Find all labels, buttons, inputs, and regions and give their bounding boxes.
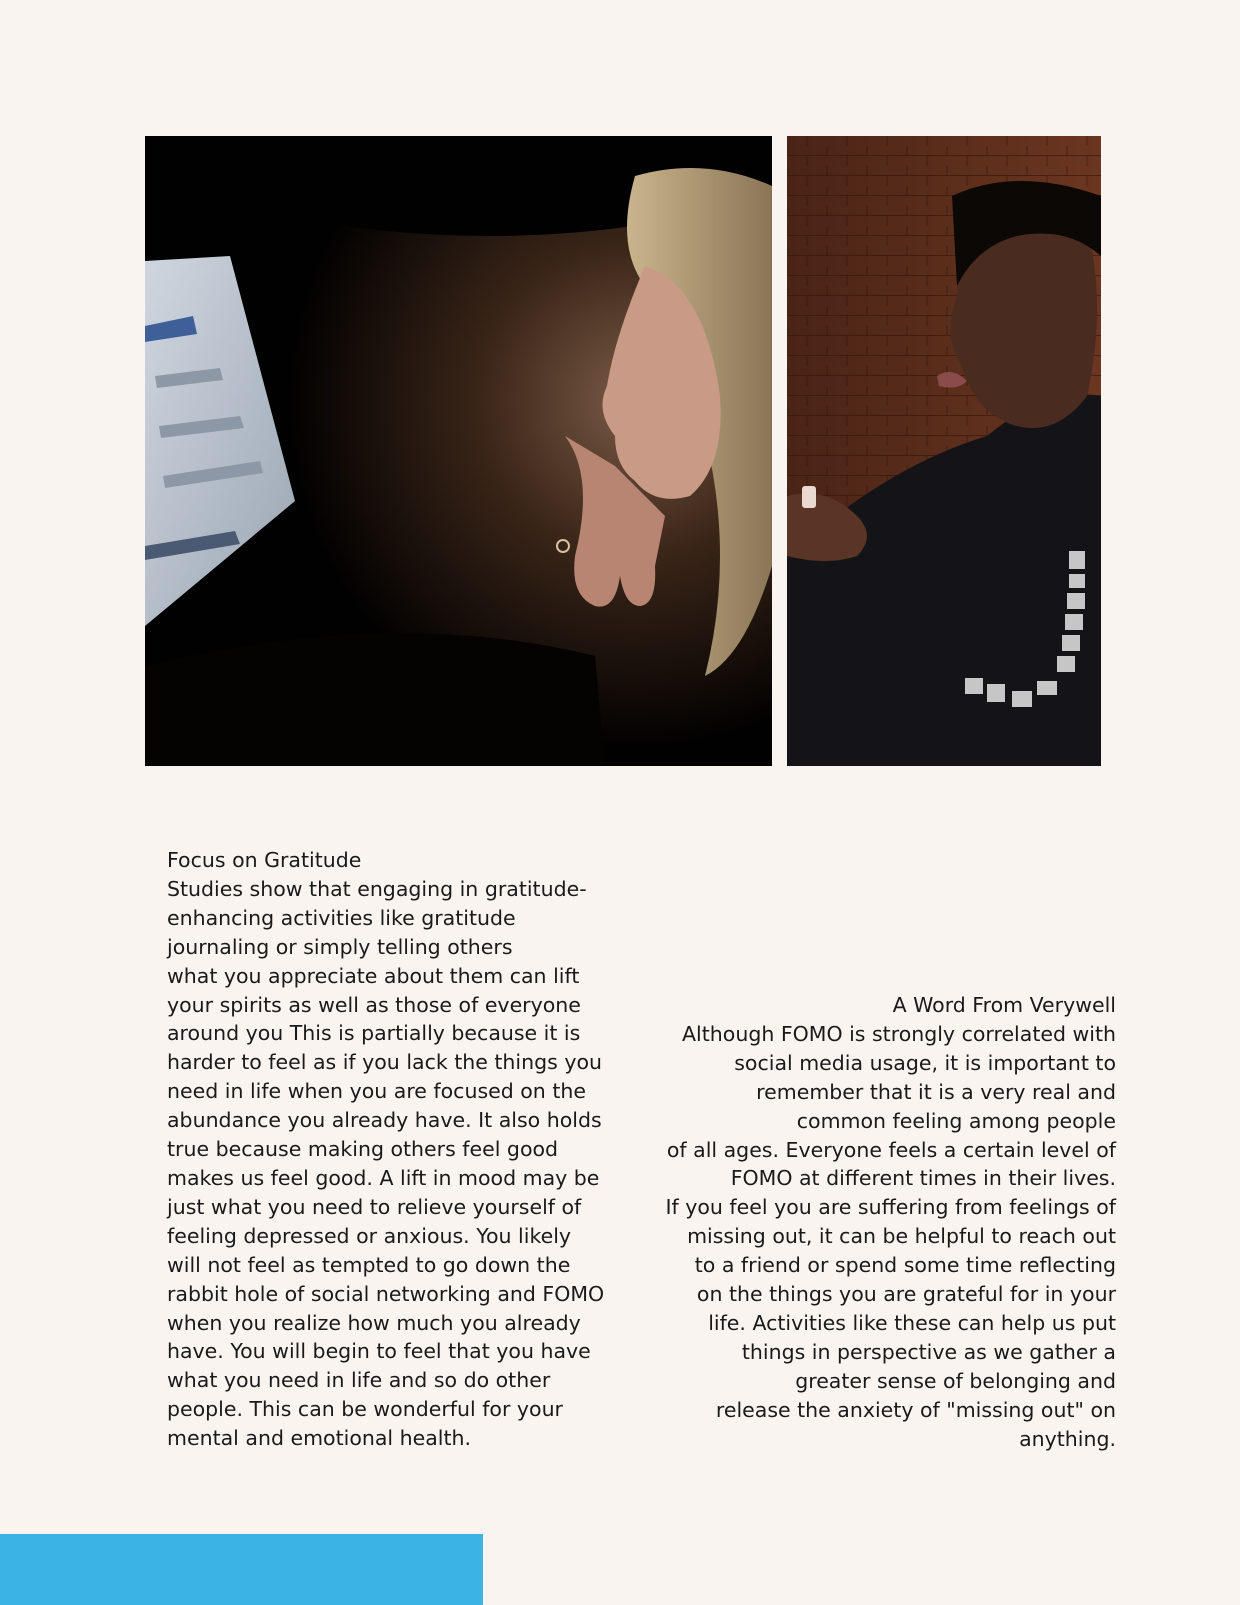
paragraph-line: will not feel as tempted to go down the: [167, 1252, 571, 1277]
paragraph-line: greater sense of belonging and: [795, 1368, 1116, 1393]
paragraph-line: remember that it is a very real and: [756, 1079, 1116, 1104]
paragraph-line: when you realize how much you already: [167, 1310, 581, 1335]
verywell-section: [665, 991, 1116, 1454]
paragraph-line: If you feel you are suffering from feelings of: [665, 1195, 1116, 1220]
paragraph-line: things in perspective as we gather a: [741, 1339, 1116, 1364]
paragraph-line: anything.: [1019, 1426, 1116, 1451]
paragraph-line: on the things you are grateful for in your: [696, 1282, 1116, 1307]
paragraph-line: mental and emotional health.: [167, 1426, 472, 1451]
paragraph-line: abundance you already have. It also holds: [167, 1108, 602, 1133]
paragraph-line: Studies show that engaging in gratitude-: [167, 876, 587, 901]
paragraph-line: true because making others feel good: [167, 1137, 559, 1162]
paragraph-line: release the anxiety of "missing out" on: [715, 1397, 1116, 1422]
gratitude-section: [167, 846, 604, 1453]
man-phone-photo: [787, 136, 1101, 766]
paragraph-line: need in life when you are focused on the: [167, 1079, 586, 1104]
paragraph-line: around you This is partially because it is: [167, 1021, 581, 1046]
paragraph-line: FOMO at different times in their lives.: [730, 1166, 1116, 1191]
paragraph-line: rabbit hole of social networking and FOMO: [167, 1281, 605, 1306]
paragraph-line: feeling depressed or anxious. You likely: [167, 1223, 572, 1248]
paragraph-line: life. Activities like these can help us put: [708, 1310, 1116, 1335]
paragraph-line: social media usage, it is important to: [734, 1050, 1116, 1075]
paragraph-line: your spirits as well as those of everyone: [167, 992, 581, 1017]
woman-laptop-photo: [145, 136, 772, 766]
paragraph-line: have. You will begin to feel that you have: [167, 1339, 591, 1364]
paragraph-line: Although FOMO is strongly correlated with: [682, 1021, 1116, 1046]
paragraph-line: what you appreciate about them can lift: [167, 963, 580, 988]
paragraph-line: makes us feel good. A lift in mood may be: [167, 1165, 600, 1190]
paragraph-line: to a friend or spend some time reflecting: [694, 1253, 1116, 1278]
paragraph-line: common feeling among people: [796, 1108, 1116, 1133]
footer-accent-bar: [0, 1534, 483, 1605]
paragraph-line: people. This can be wonderful for your: [167, 1397, 563, 1422]
paragraph-line: of all ages. Everyone feels a certain level of: [666, 1137, 1116, 1162]
paragraph-line: journaling or simply telling others: [167, 934, 513, 959]
section-heading: A Word From Verywell: [892, 993, 1116, 1017]
paragraph-line: missing out, it can be helpful to reach out: [687, 1224, 1116, 1249]
paragraph-line: just what you need to relieve yourself of: [167, 1194, 582, 1219]
section-heading: Focus on Gratitude: [167, 848, 362, 872]
paragraph-line: harder to feel as if you lack the things you: [167, 1050, 602, 1075]
paragraph-line: what you need in life and so do other: [167, 1368, 551, 1393]
paragraph-line: enhancing activities like gratitude: [167, 905, 516, 930]
